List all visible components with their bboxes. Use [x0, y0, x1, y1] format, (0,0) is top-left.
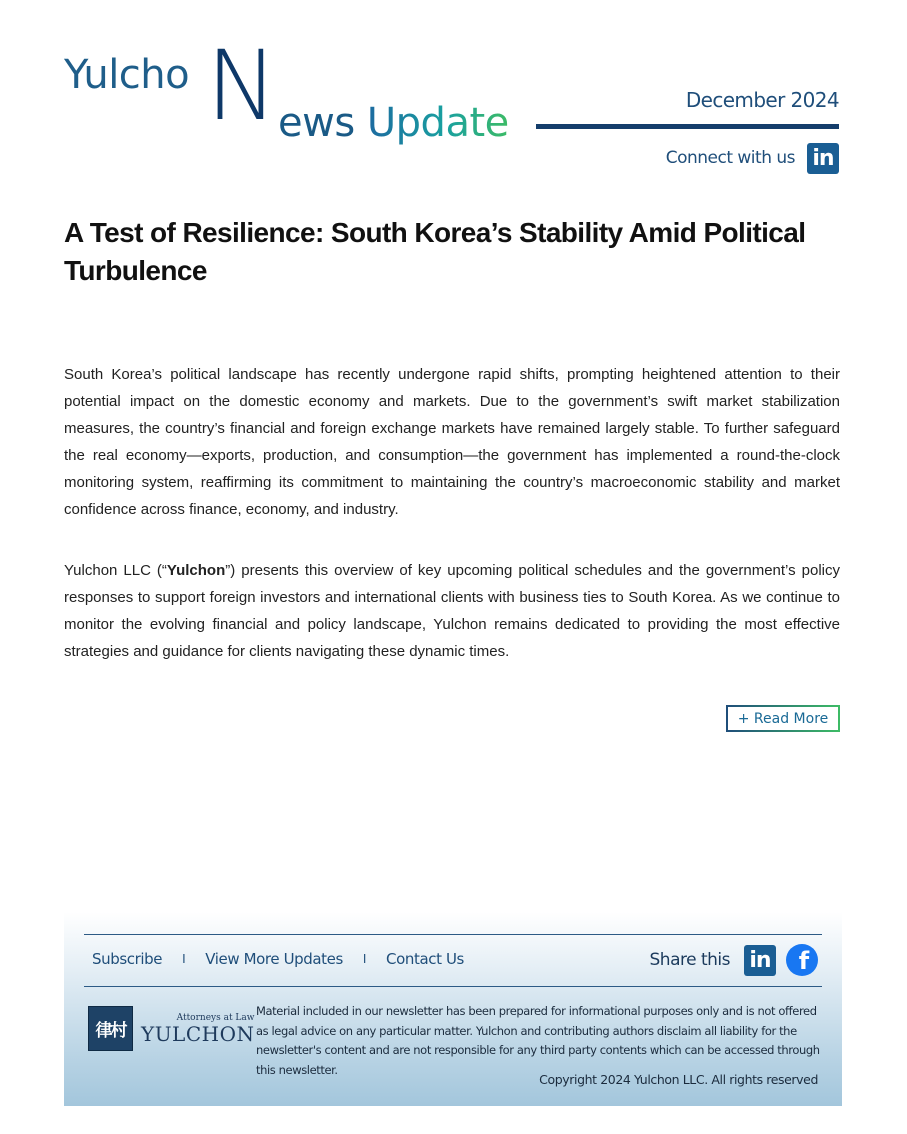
article-paragraph-1: South Korea’s political landscape has recently undergone rapid shifts, prompting heightened attention to their potential impact on the domestic economy and markets. Due to the government’s swift market stabilization measures, the country’s financial and foreign exchange markets have remained largely stable. To further safeguard the real economy—exports, production, and consumption—the government has implemented a round-the-clock monitoring system, reaffirming its commitment to maintaining the country’s macroeconomic stability and market confidence across finance, economy, and industry. — [64, 366, 840, 518]
linkedin-icon[interactable]: in — [807, 143, 839, 174]
para2-post: ”) presents this overview of key upcoming political schedules and the government’s policy responses to support foreign investors and international clients with business ties to South Korea. As we continue to monitor the evolving financial and policy landscape, Yulchon remains dedicated to providing the most effective strategies and guidance for clients navigating these dynamic times. — [64, 562, 840, 660]
yulchon-seal-icon: 律村 — [88, 1006, 133, 1051]
contact-us-link[interactable]: Contact Us — [386, 950, 464, 968]
brand-update: Update — [366, 100, 509, 146]
copyright: Copyright 2024 Yulchon LLC. All rights reserved — [539, 1072, 818, 1087]
article-headline: A Test of Resilience: South Korea’s Stability Amid Political Turbulence — [64, 217, 806, 286]
brand-news-update — [278, 100, 509, 146]
connect-with-us[interactable] — [666, 142, 839, 174]
read-more-button[interactable]: + Read More — [726, 705, 840, 732]
para2-pre: Yulchon LLC (“ — [64, 562, 167, 579]
linkedin-share-icon[interactable]: in — [744, 945, 776, 976]
link-separator: I — [362, 952, 367, 966]
article-paragraph-2 — [64, 557, 840, 665]
brand-ews: ews — [278, 100, 367, 146]
disclaimer: Material included in our newsletter has been prepared for informational purposes only and is not offered as legal advice on any particular matter. Yulchon and contributing authors disclaim all liability for the newsletter's content and are not responsible for any third party contents which can be accessed through this newsletter. — [256, 1004, 820, 1077]
footer-divider-mid — [84, 986, 822, 987]
logo-tagline: Attorneys at Law — [176, 1012, 255, 1023]
share-this — [650, 944, 818, 976]
footer-divider-top — [84, 934, 822, 935]
logo-text — [141, 1013, 254, 1045]
brand-n: N — [206, 30, 278, 142]
connect-label: Connect with us — [665, 148, 795, 168]
brand-yulcho: Yulcho — [64, 52, 190, 98]
yulchon-logo — [88, 1006, 254, 1051]
header-rule — [536, 124, 839, 129]
logo-name: YULCHON — [141, 1021, 255, 1046]
brand-logo — [64, 30, 524, 160]
footer-links — [92, 950, 464, 968]
view-more-updates-link[interactable]: View More Updates — [205, 950, 343, 968]
issue-date: December 2024 — [685, 88, 839, 112]
facebook-share-icon[interactable] — [786, 944, 818, 976]
facebook-glyph: f — [798, 947, 810, 975]
subscribe-link[interactable]: Subscribe — [92, 950, 163, 968]
link-separator: I — [182, 952, 186, 966]
share-label: Share this — [649, 950, 730, 970]
para2-bold: Yulchon — [166, 562, 226, 579]
footer — [64, 912, 842, 1106]
